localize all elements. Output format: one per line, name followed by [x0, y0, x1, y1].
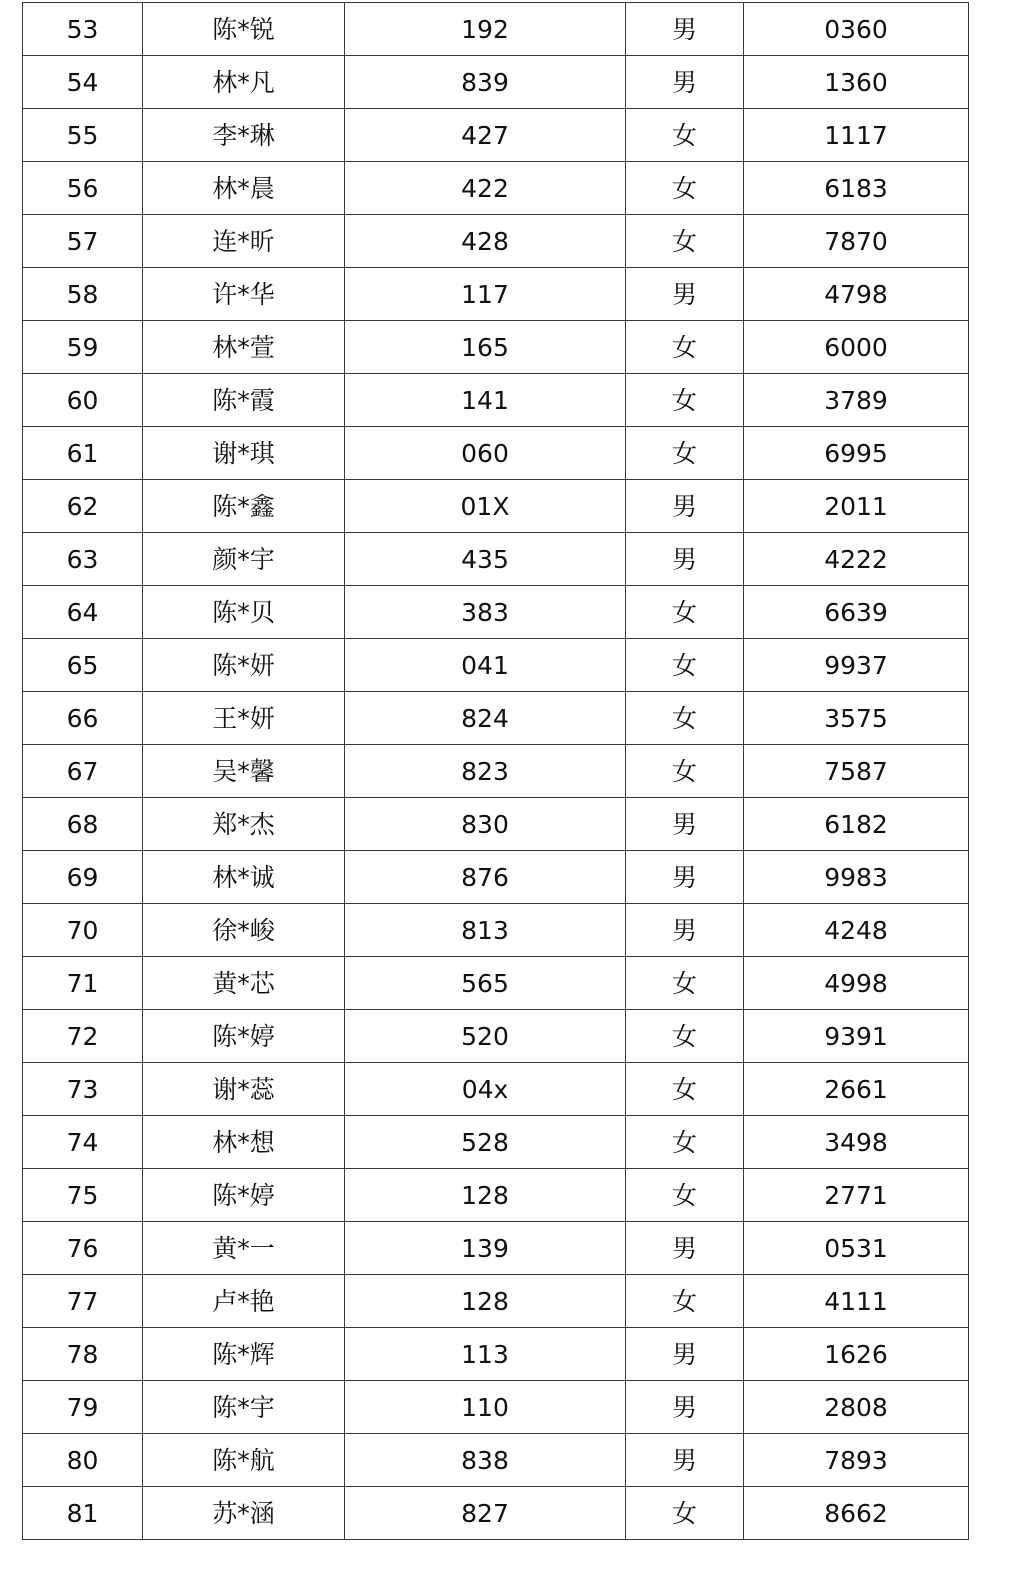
gender-cell: 男 — [626, 1434, 744, 1487]
id-middle-digits-cell: 041 — [345, 639, 626, 692]
id-last-digits-cell: 7587 — [744, 745, 969, 798]
gender-cell: 男 — [626, 1328, 744, 1381]
gender-cell: 女 — [626, 1116, 744, 1169]
name-cell: 林*晨 — [143, 162, 345, 215]
name-cell: 陈*锐 — [143, 3, 345, 56]
name-cell: 林*想 — [143, 1116, 345, 1169]
gender-cell: 男 — [626, 533, 744, 586]
id-last-digits-cell: 2011 — [744, 480, 969, 533]
name-cell: 颜*宇 — [143, 533, 345, 586]
name-cell: 郑*杰 — [143, 798, 345, 851]
table-row — [23, 798, 969, 851]
gender-cell: 女 — [626, 162, 744, 215]
table-row — [23, 215, 969, 268]
name-cell: 林*萱 — [143, 321, 345, 374]
row-number-cell: 59 — [23, 321, 143, 374]
id-last-digits-cell: 6183 — [744, 162, 969, 215]
table-row — [23, 374, 969, 427]
name-cell: 陈*妍 — [143, 639, 345, 692]
id-middle-digits-cell: 422 — [345, 162, 626, 215]
gender-cell: 女 — [626, 1169, 744, 1222]
gender-cell: 男 — [626, 851, 744, 904]
table-row — [23, 162, 969, 215]
roster-table-body — [23, 3, 969, 1540]
id-last-digits-cell: 8662 — [744, 1487, 969, 1540]
id-middle-digits-cell: 824 — [345, 692, 626, 745]
id-middle-digits-cell: 110 — [345, 1381, 626, 1434]
table-row — [23, 1010, 969, 1063]
gender-cell: 女 — [626, 215, 744, 268]
id-last-digits-cell: 3789 — [744, 374, 969, 427]
table-row — [23, 904, 969, 957]
id-last-digits-cell: 4248 — [744, 904, 969, 957]
gender-cell: 女 — [626, 957, 744, 1010]
id-middle-digits-cell: 128 — [345, 1169, 626, 1222]
id-last-digits-cell: 9937 — [744, 639, 969, 692]
id-middle-digits-cell: 565 — [345, 957, 626, 1010]
row-number-cell: 76 — [23, 1222, 143, 1275]
row-number-cell: 75 — [23, 1169, 143, 1222]
name-cell: 徐*峻 — [143, 904, 345, 957]
roster-table — [22, 2, 969, 1540]
gender-cell: 女 — [626, 745, 744, 798]
table-row — [23, 1222, 969, 1275]
row-number-cell: 81 — [23, 1487, 143, 1540]
id-last-digits-cell: 6995 — [744, 427, 969, 480]
table-row — [23, 321, 969, 374]
id-middle-digits-cell: 139 — [345, 1222, 626, 1275]
row-number-cell: 78 — [23, 1328, 143, 1381]
id-last-digits-cell: 7893 — [744, 1434, 969, 1487]
table-row — [23, 1063, 969, 1116]
id-last-digits-cell: 0360 — [744, 3, 969, 56]
id-middle-digits-cell: 838 — [345, 1434, 626, 1487]
id-last-digits-cell: 4998 — [744, 957, 969, 1010]
id-last-digits-cell: 6000 — [744, 321, 969, 374]
gender-cell: 男 — [626, 1222, 744, 1275]
table-row — [23, 1434, 969, 1487]
id-last-digits-cell: 4222 — [744, 533, 969, 586]
id-middle-digits-cell: 520 — [345, 1010, 626, 1063]
gender-cell: 女 — [626, 692, 744, 745]
gender-cell: 女 — [626, 1010, 744, 1063]
id-last-digits-cell: 1117 — [744, 109, 969, 162]
row-number-cell: 68 — [23, 798, 143, 851]
row-number-cell: 65 — [23, 639, 143, 692]
name-cell: 李*琳 — [143, 109, 345, 162]
gender-cell: 男 — [626, 268, 744, 321]
id-middle-digits-cell: 427 — [345, 109, 626, 162]
row-number-cell: 55 — [23, 109, 143, 162]
gender-cell: 男 — [626, 56, 744, 109]
id-last-digits-cell: 3575 — [744, 692, 969, 745]
table-row — [23, 3, 969, 56]
id-middle-digits-cell: 827 — [345, 1487, 626, 1540]
name-cell: 陈*婷 — [143, 1010, 345, 1063]
id-middle-digits-cell: 435 — [345, 533, 626, 586]
name-cell: 黄*芯 — [143, 957, 345, 1010]
name-cell: 黄*一 — [143, 1222, 345, 1275]
table-row — [23, 1169, 969, 1222]
row-number-cell: 60 — [23, 374, 143, 427]
name-cell: 陈*航 — [143, 1434, 345, 1487]
row-number-cell: 57 — [23, 215, 143, 268]
gender-cell: 男 — [626, 3, 744, 56]
name-cell: 陈*辉 — [143, 1328, 345, 1381]
name-cell: 林*诚 — [143, 851, 345, 904]
name-cell: 吴*馨 — [143, 745, 345, 798]
id-middle-digits-cell: 383 — [345, 586, 626, 639]
table-row — [23, 480, 969, 533]
name-cell: 陈*鑫 — [143, 480, 345, 533]
name-cell: 谢*琪 — [143, 427, 345, 480]
row-number-cell: 63 — [23, 533, 143, 586]
row-number-cell: 67 — [23, 745, 143, 798]
table-row — [23, 692, 969, 745]
gender-cell: 男 — [626, 1381, 744, 1434]
table-row — [23, 56, 969, 109]
name-cell: 林*凡 — [143, 56, 345, 109]
row-number-cell: 72 — [23, 1010, 143, 1063]
id-last-digits-cell: 0531 — [744, 1222, 969, 1275]
row-number-cell: 56 — [23, 162, 143, 215]
name-cell: 谢*蕊 — [143, 1063, 345, 1116]
name-cell: 陈*霞 — [143, 374, 345, 427]
table-row — [23, 586, 969, 639]
name-cell: 陈*宇 — [143, 1381, 345, 1434]
row-number-cell: 74 — [23, 1116, 143, 1169]
id-last-digits-cell: 4111 — [744, 1275, 969, 1328]
id-middle-digits-cell: 128 — [345, 1275, 626, 1328]
id-last-digits-cell: 6182 — [744, 798, 969, 851]
table-row — [23, 268, 969, 321]
row-number-cell: 54 — [23, 56, 143, 109]
row-number-cell: 58 — [23, 268, 143, 321]
id-last-digits-cell: 3498 — [744, 1116, 969, 1169]
name-cell: 连*昕 — [143, 215, 345, 268]
id-last-digits-cell: 2771 — [744, 1169, 969, 1222]
gender-cell: 女 — [626, 1275, 744, 1328]
id-middle-digits-cell: 01X — [345, 480, 626, 533]
id-middle-digits-cell: 876 — [345, 851, 626, 904]
id-last-digits-cell: 9983 — [744, 851, 969, 904]
table-row — [23, 1487, 969, 1540]
name-cell: 苏*涵 — [143, 1487, 345, 1540]
table-row — [23, 745, 969, 798]
row-number-cell: 53 — [23, 3, 143, 56]
id-middle-digits-cell: 141 — [345, 374, 626, 427]
id-middle-digits-cell: 04x — [345, 1063, 626, 1116]
row-number-cell: 69 — [23, 851, 143, 904]
id-last-digits-cell: 6639 — [744, 586, 969, 639]
name-cell: 陈*贝 — [143, 586, 345, 639]
row-number-cell: 70 — [23, 904, 143, 957]
table-row — [23, 533, 969, 586]
gender-cell: 男 — [626, 480, 744, 533]
id-middle-digits-cell: 830 — [345, 798, 626, 851]
gender-cell: 男 — [626, 904, 744, 957]
table-row — [23, 851, 969, 904]
row-number-cell: 79 — [23, 1381, 143, 1434]
id-last-digits-cell: 4798 — [744, 268, 969, 321]
name-cell: 陈*婷 — [143, 1169, 345, 1222]
gender-cell: 女 — [626, 1487, 744, 1540]
id-last-digits-cell: 2808 — [744, 1381, 969, 1434]
row-number-cell: 73 — [23, 1063, 143, 1116]
table-row — [23, 109, 969, 162]
gender-cell: 女 — [626, 1063, 744, 1116]
id-middle-digits-cell: 117 — [345, 268, 626, 321]
id-middle-digits-cell: 813 — [345, 904, 626, 957]
name-cell: 许*华 — [143, 268, 345, 321]
id-middle-digits-cell: 113 — [345, 1328, 626, 1381]
table-row — [23, 639, 969, 692]
row-number-cell: 77 — [23, 1275, 143, 1328]
id-last-digits-cell: 9391 — [744, 1010, 969, 1063]
id-middle-digits-cell: 839 — [345, 56, 626, 109]
gender-cell: 女 — [626, 374, 744, 427]
id-middle-digits-cell: 823 — [345, 745, 626, 798]
id-last-digits-cell: 1626 — [744, 1328, 969, 1381]
table-row — [23, 1275, 969, 1328]
id-middle-digits-cell: 528 — [345, 1116, 626, 1169]
id-last-digits-cell: 7870 — [744, 215, 969, 268]
gender-cell: 男 — [626, 798, 744, 851]
id-last-digits-cell: 2661 — [744, 1063, 969, 1116]
table-row — [23, 427, 969, 480]
row-number-cell: 80 — [23, 1434, 143, 1487]
table-row — [23, 957, 969, 1010]
row-number-cell: 61 — [23, 427, 143, 480]
row-number-cell: 64 — [23, 586, 143, 639]
table-row — [23, 1116, 969, 1169]
name-cell: 王*妍 — [143, 692, 345, 745]
gender-cell: 女 — [626, 586, 744, 639]
id-last-digits-cell: 1360 — [744, 56, 969, 109]
gender-cell: 女 — [626, 427, 744, 480]
table-row — [23, 1381, 969, 1434]
id-middle-digits-cell: 428 — [345, 215, 626, 268]
name-cell: 卢*艳 — [143, 1275, 345, 1328]
row-number-cell: 71 — [23, 957, 143, 1010]
gender-cell: 女 — [626, 639, 744, 692]
gender-cell: 女 — [626, 109, 744, 162]
id-middle-digits-cell: 060 — [345, 427, 626, 480]
gender-cell: 女 — [626, 321, 744, 374]
table-row — [23, 1328, 969, 1381]
row-number-cell: 62 — [23, 480, 143, 533]
id-middle-digits-cell: 192 — [345, 3, 626, 56]
row-number-cell: 66 — [23, 692, 143, 745]
id-middle-digits-cell: 165 — [345, 321, 626, 374]
